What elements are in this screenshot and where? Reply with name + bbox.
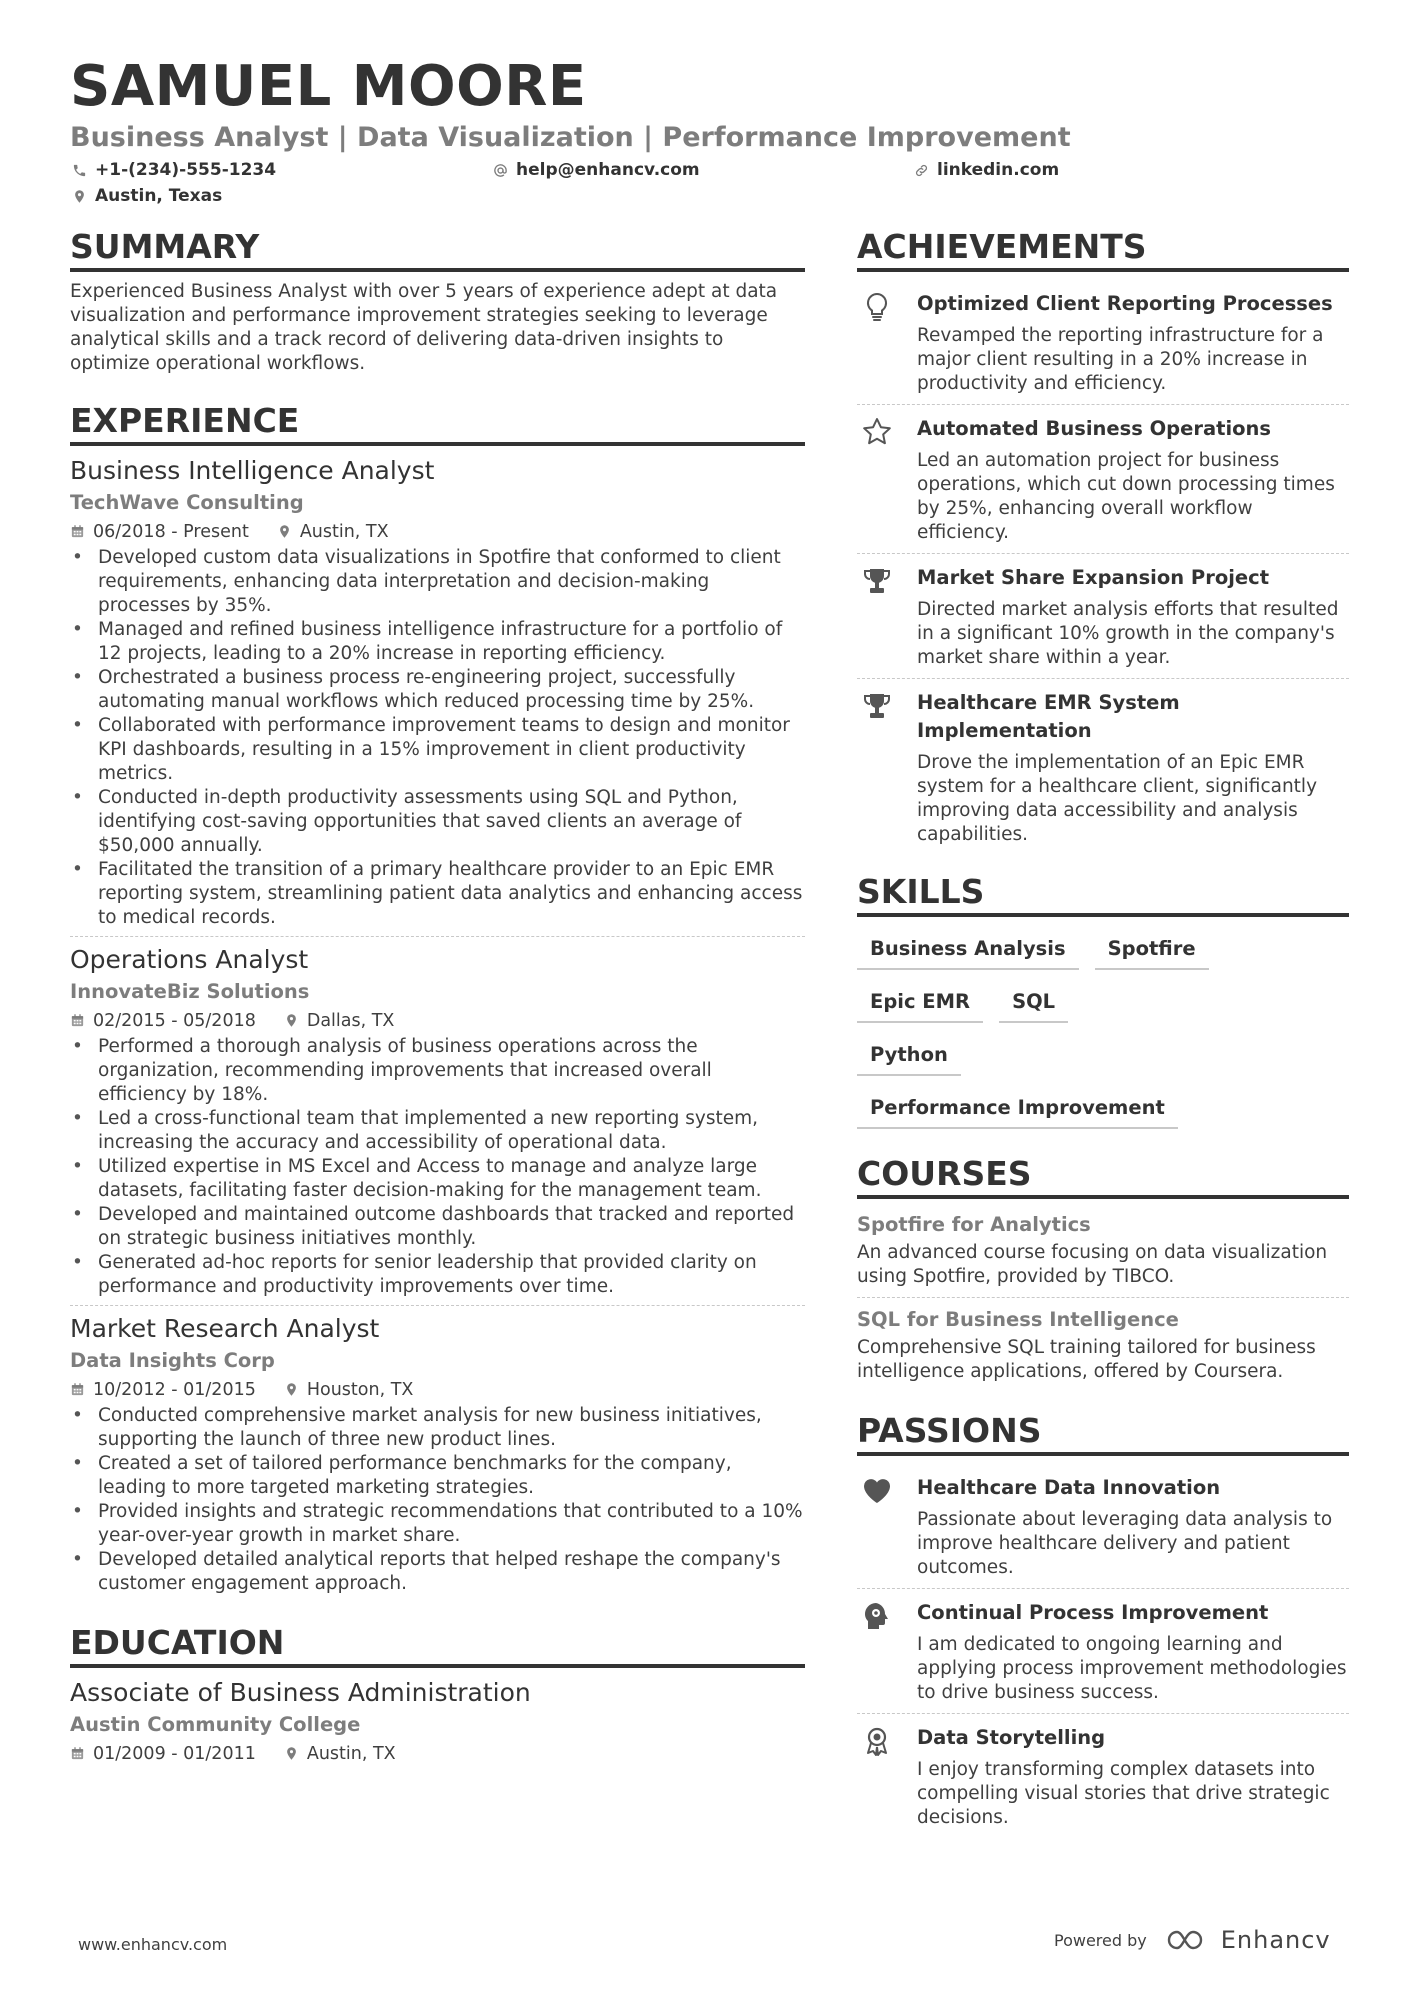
job-meta (70, 1007, 805, 1035)
achievement-desc: Directed market analysis efforts that resulted in a significant 10% growth in the company's market share within a year. (917, 598, 1339, 668)
lightbulb-icon (861, 291, 893, 323)
passions-section (857, 1412, 1349, 1838)
candidate-name: SAMUEL MOORE (70, 54, 587, 119)
skills-list (857, 925, 1349, 1143)
linkedin-text[interactable]: linkedin.com (937, 160, 1060, 180)
link-icon (914, 163, 929, 178)
course-desc: Comprehensive SQL training tailored for business intelligence applications, offered by Coursera. (857, 1336, 1316, 1382)
passion-item (857, 1588, 1349, 1713)
bullet-item: • Performed a thorough analysis of business operations across the organization, recommending improvements that increased overall efficiency by 18%. (70, 1035, 805, 1107)
award-icon (861, 1725, 893, 1757)
skill-tag: Python (857, 1037, 961, 1076)
at-icon (493, 163, 508, 178)
location-text: Austin, Texas (95, 186, 223, 206)
education-meta (70, 1740, 805, 1768)
courses-section (857, 1155, 1349, 1392)
passion-desc: I enjoy transforming complex datasets into compelling visual stories that drive strategic decisions. (917, 1758, 1330, 1828)
bullet-item: • Developed detailed analytical reports that helped reshape the company's customer engagement approach. (70, 1548, 805, 1596)
skills-section (857, 873, 1349, 1143)
bullet-item: • Conducted comprehensive market analysis for new business initiatives, supporting the launch of three new product lines. (70, 1404, 805, 1452)
education-dates (70, 1740, 256, 1768)
passion-desc: Passionate about leveraging data analysis to improve healthcare delivery and patient outcomes. (917, 1508, 1333, 1578)
job-location-text: Austin, TX (299, 521, 389, 542)
job-location (284, 1007, 395, 1035)
powered-by-label: Powered by (1054, 1930, 1147, 1950)
passion-title: Continual Process Improvement (917, 1600, 1269, 1624)
education-heading: EDUCATION (70, 1624, 805, 1668)
job-company: TechWave Consulting (70, 490, 304, 514)
job-dates-text: 10/2012 - 01/2015 (93, 1379, 256, 1400)
job-role: Business Intelligence Analyst (70, 455, 435, 485)
achievement-item (857, 404, 1349, 553)
education-location-text: Austin, TX (306, 1743, 396, 1764)
right-column (857, 228, 1349, 1838)
courses-heading: COURSES (857, 1155, 1349, 1199)
job-entry (70, 454, 805, 936)
bullet-item: • Collaborated with performance improvement teams to design and monitor KPI dashboards, resulting in a 15% improvement in client productivity metrics. (70, 714, 805, 786)
star-icon (861, 416, 893, 448)
job-bullets (70, 546, 805, 930)
bullet-item: • Conducted in-depth productivity assessments using SQL and Python, identifying cost-saving opportunities that saved clients an average of $50,000 annually. (70, 786, 805, 858)
heart-icon (861, 1475, 893, 1507)
summary-text: Experienced Business Analyst with over 5 years of experience adept at data visualization and performance improvement strategies seeking to leverage analytical skills and a track record of delivering data-driven insights to optimize operational workflows. (70, 280, 778, 374)
job-dates (70, 518, 249, 546)
location-pin-icon (284, 1382, 299, 1397)
job-location-text: Dallas, TX (306, 1010, 395, 1031)
achievement-title: Automated Business Operations (917, 416, 1272, 440)
location-pin-icon (72, 189, 87, 204)
course-title: Spotfire for Analytics (857, 1212, 1091, 1236)
bullet-item: • Orchestrated a business process re-engineering project, successfully automating manual workflows which reduced processing time by 25%. (70, 666, 805, 714)
achievements-heading: ACHIEVEMENTS (857, 228, 1349, 272)
calendar-icon (70, 1382, 85, 1397)
footer-branding (1054, 1926, 1331, 1954)
bullet-item: • Managed and refined business intelligence infrastructure for a portfolio of 12 projects, leading to a 20% increase in reporting efficiency. (70, 618, 805, 666)
achievement-item (857, 280, 1349, 404)
job-entry (70, 936, 805, 1305)
skill-tag: Business Analysis (857, 931, 1079, 970)
skill-tag: Performance Improvement (857, 1090, 1178, 1129)
enhancv-logo-icon (1165, 1927, 1213, 1953)
skill-tag: Spotfire (1095, 931, 1209, 970)
job-dates (70, 1376, 256, 1404)
calendar-icon (70, 524, 85, 539)
passion-title: Data Storytelling (917, 1725, 1106, 1749)
head-gear-icon (861, 1600, 893, 1632)
contact-location (72, 186, 222, 206)
location-pin-icon (284, 1013, 299, 1028)
bullet-item: • Utilized expertise in MS Excel and Access to manage and analyze large datasets, facilitating faster decision-making for the management team. (70, 1155, 805, 1203)
job-dates-text: 02/2015 - 05/2018 (93, 1010, 256, 1031)
trophy-icon (861, 565, 893, 597)
job-company: Data Insights Corp (70, 1348, 275, 1372)
job-meta (70, 1376, 805, 1404)
job-dates (70, 1007, 256, 1035)
summary-heading: SUMMARY (70, 228, 805, 272)
experience-section (70, 402, 805, 1602)
brand-logo[interactable] (1165, 1926, 1331, 1954)
phone-icon (72, 163, 87, 178)
contact-linkedin (914, 160, 1059, 180)
job-location (277, 518, 389, 546)
bullet-item: • Provided insights and strategic recommendations that contributed to a 10% year-over-year growth in market share. (70, 1500, 805, 1548)
footer-website[interactable]: www.enhancv.com (78, 1935, 228, 1954)
passion-title: Healthcare Data Innovation (917, 1475, 1221, 1499)
education-section (70, 1624, 805, 1768)
job-dates-text: 06/2018 - Present (93, 521, 249, 542)
trophy-icon (861, 690, 893, 722)
contact-phone (72, 160, 276, 180)
achievement-desc: Led an automation project for business operations, which cut down processing times by 25%, enhancing overall workflow efficiency. (917, 449, 1335, 543)
bullet-item: • Developed custom data visualizations in Spotfire that conformed to client requirements, enhancing data interpretation and decision-making processes by 35%. (70, 546, 805, 618)
achievements-section (857, 228, 1349, 855)
education-dates-text: 01/2009 - 01/2011 (93, 1743, 256, 1764)
achievement-item (857, 553, 1349, 678)
education-degree: Associate of Business Administration (70, 1677, 531, 1707)
achievement-desc: Drove the implementation of an Epic EMR system for a healthcare client, significantly improving data accessibility and analysis capabilities. (917, 751, 1318, 845)
left-column (70, 228, 805, 1768)
job-role: Operations Analyst (70, 944, 309, 974)
phone-text[interactable]: +1-(234)-555-1234 (95, 160, 277, 180)
contact-email (493, 160, 700, 180)
brand-name: Enhancv (1220, 1926, 1331, 1954)
job-company: InnovateBiz Solutions (70, 979, 310, 1003)
course-desc: An advanced course focusing on data visualization using Spotfire, provided by TIBCO. (857, 1241, 1328, 1287)
course-title: SQL for Business Intelligence (857, 1307, 1179, 1331)
course-item (857, 1207, 1349, 1297)
bullet-item: • Generated ad-hoc reports for senior leadership that provided clarity on performance and productivity improvements over time. (70, 1251, 805, 1299)
passion-desc: I am dedicated to ongoing learning and applying process improvement methodologies to drive business success. (917, 1633, 1347, 1703)
bullet-item: • Developed and maintained outcome dashboards that tracked and reported on strategic business initiatives monthly. (70, 1203, 805, 1251)
passion-item (857, 1464, 1349, 1588)
job-location-text: Houston, TX (306, 1379, 414, 1400)
course-item (857, 1297, 1349, 1392)
bullet-item: • Created a set of tailored performance benchmarks for the company, leading to more targeted marketing strategies. (70, 1452, 805, 1500)
job-bullets (70, 1404, 805, 1596)
job-role: Market Research Analyst (70, 1313, 380, 1343)
bullet-item: • Led a cross-functional team that implemented a new reporting system, increasing the accuracy and accessibility of operational data. (70, 1107, 805, 1155)
calendar-icon (70, 1013, 85, 1028)
calendar-icon (70, 1746, 85, 1761)
job-meta (70, 518, 805, 546)
skill-tag: Epic EMR (857, 984, 983, 1023)
location-pin-icon (284, 1746, 299, 1761)
achievement-title: Optimized Client Reporting Processes (917, 291, 1333, 315)
education-school: Austin Community College (70, 1712, 361, 1736)
location-pin-icon (277, 524, 292, 539)
skills-heading: SKILLS (857, 873, 1349, 917)
candidate-title: Business Analyst | Data Visualization | Performance Improvement (70, 122, 1071, 153)
achievement-item (857, 678, 1349, 855)
skill-tag: SQL (999, 984, 1068, 1023)
passions-heading: PASSIONS (857, 1412, 1349, 1456)
passion-item (857, 1713, 1349, 1838)
experience-heading: EXPERIENCE (70, 402, 805, 446)
email-text[interactable]: help@enhancv.com (516, 160, 700, 180)
summary-section (70, 228, 805, 376)
job-bullets (70, 1035, 805, 1299)
bullet-item: • Facilitated the transition of a primary healthcare provider to an Epic EMR reporting system, streamlining patient data analytics and enhancing access to medical records. (70, 858, 805, 930)
job-location (284, 1376, 414, 1404)
job-entry (70, 1305, 805, 1602)
achievement-title: Market Share Expansion Project (917, 565, 1270, 589)
achievement-desc: Revamped the reporting infrastructure for a major client resulting in a 20% increase in productivity and efficiency. (917, 324, 1324, 394)
education-location (284, 1740, 396, 1768)
achievement-title: Healthcare EMR System Implementation (917, 690, 1180, 742)
